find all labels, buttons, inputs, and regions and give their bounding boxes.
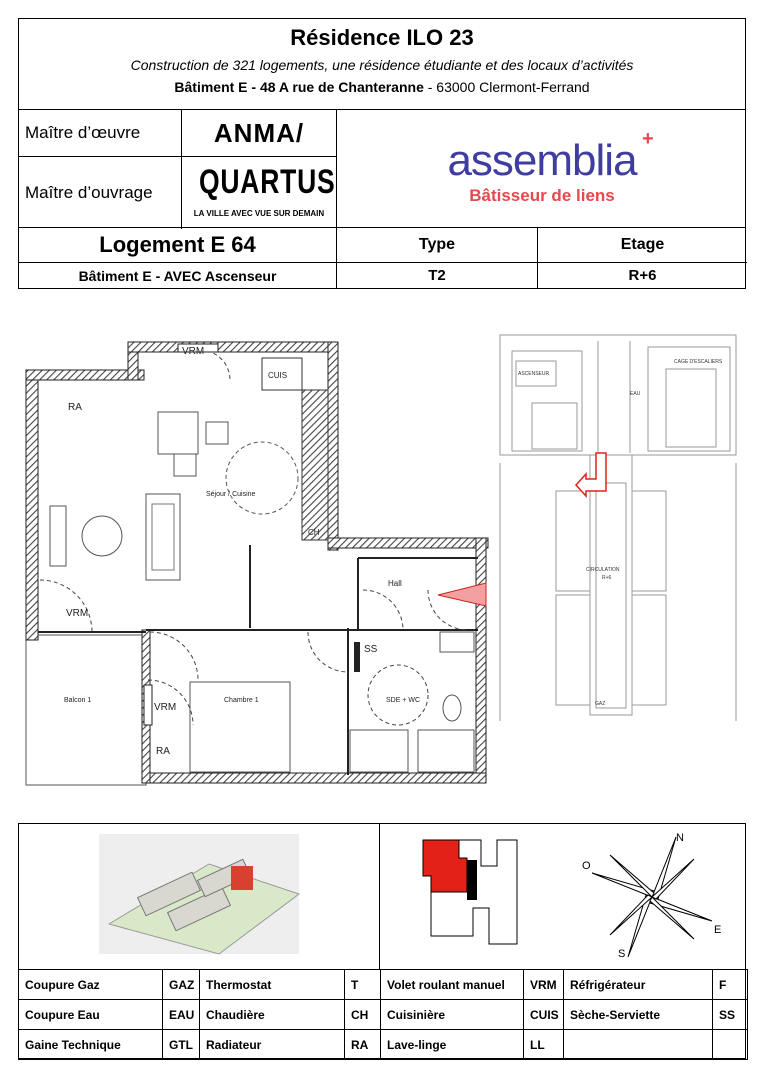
- address-line: [19, 79, 745, 95]
- legend-label: Lave-linge: [381, 1030, 524, 1060]
- compass-o: O: [582, 860, 591, 872]
- radiator-ss: [354, 642, 360, 672]
- quartus-tagline: LA VILLE AVEC VUE SUR DEMAIN: [193, 209, 325, 218]
- dining-set: [158, 412, 298, 514]
- legend-code: GAZ: [163, 970, 200, 1000]
- label-hall: Hall: [388, 579, 402, 588]
- keyplan-escalier: CAGE D'ESCALIERS: [674, 359, 723, 365]
- legend-row: [19, 1030, 748, 1060]
- legend-label: Radiateur: [200, 1030, 345, 1060]
- type-label: Type: [337, 228, 538, 263]
- legend-label: Cuisinière: [381, 1000, 524, 1030]
- brand-name: assemblia: [447, 136, 637, 185]
- label-sejour: Séjour / Cuisine: [206, 491, 256, 498]
- mo-logo: [182, 157, 337, 229]
- label-vrm-top: VRM: [182, 346, 205, 357]
- floor-plan: [18, 330, 493, 790]
- anma-logo-text: ANMA/: [213, 117, 305, 148]
- moe-logo: [182, 110, 337, 157]
- legend-code: F: [713, 970, 748, 1000]
- coffee-table: [82, 516, 122, 556]
- unit-info-box: [18, 227, 746, 289]
- legend-label: Thermostat: [200, 970, 345, 1000]
- legend-code: CH: [345, 1000, 381, 1030]
- address-bold: Bâtiment E - 48 A rue de Chanteranne: [174, 79, 424, 95]
- compass-s: S: [618, 948, 626, 959]
- label-ss: SS: [364, 644, 378, 655]
- bed: [190, 682, 290, 772]
- label-ra-bed: RA: [156, 746, 170, 757]
- bottom-block: [18, 823, 746, 1059]
- legend-row: [19, 1000, 748, 1030]
- keyplan-circulation: CIRCULATION: [586, 567, 620, 573]
- label-vrm-bed: VRM: [154, 702, 177, 713]
- moe-label: Maître d’œuvre: [19, 110, 182, 157]
- legend-code: LL: [524, 1030, 564, 1060]
- compass-n: N: [676, 832, 684, 844]
- label-chambre: Chambre 1: [224, 697, 259, 704]
- keyplan-circ-floor: R+6: [602, 575, 612, 581]
- legend-label: Chaudière: [200, 1000, 345, 1030]
- shower: [350, 730, 408, 772]
- unit-building: Bâtiment E - AVEC Ascenseur: [19, 263, 337, 288]
- washing-machine: [418, 730, 474, 772]
- mo-label: Maître d’ouvrage: [19, 157, 182, 229]
- legend-code: VRM: [524, 970, 564, 1000]
- label-vrm-left: VRM: [66, 608, 89, 619]
- brand-tagline: Bâtisseur de liens: [469, 186, 615, 205]
- credits-box: [18, 109, 746, 228]
- bottom-divider: [379, 824, 380, 969]
- brand-logo: [337, 110, 747, 229]
- legend-code: SS: [713, 1000, 748, 1030]
- label-balcon: Balcon 1: [64, 697, 92, 704]
- legend-label: Volet roulant manuel: [381, 970, 524, 1000]
- tv-unit: [50, 506, 66, 566]
- legend-label: Gaine Technique: [19, 1030, 163, 1060]
- page-subtitle: Construction de 321 logements, une résidence étudiante et des locaux d’activités: [130, 57, 634, 73]
- sofa: [146, 494, 180, 580]
- legend-code: RA: [345, 1030, 381, 1060]
- label-ra-top: RA: [68, 402, 82, 413]
- type-value: T2: [337, 263, 538, 288]
- keyplan-ascenseur: ASCENSEUR: [518, 371, 550, 377]
- aerial-highlight: [231, 866, 253, 890]
- aerial-view-image: [19, 824, 379, 969]
- quartus-logo-text: QUARTUS: [198, 163, 336, 201]
- unit-name: Logement E 64: [19, 228, 337, 263]
- kitchen-counter: [302, 390, 328, 540]
- entrance-arrow: [438, 583, 486, 606]
- label-sde: SDE + WC: [386, 697, 421, 704]
- key-plan: [498, 333, 738, 723]
- toilet: [443, 695, 461, 721]
- building-key-map: [419, 836, 529, 948]
- legend-label: [564, 1030, 713, 1060]
- keyplan-gaz: GAZ: [595, 701, 606, 707]
- legend-code: EAU: [163, 1000, 200, 1030]
- legend-label: Réfrigérateur: [564, 970, 713, 1000]
- legend-label: Sèche-Serviette: [564, 1000, 713, 1030]
- legend-row: [19, 970, 748, 1000]
- washbasin: [440, 632, 474, 652]
- keyplan-eau: EAU: [630, 391, 641, 397]
- legend-code: CUIS: [524, 1000, 564, 1030]
- legend-label: Coupure Eau: [19, 1000, 163, 1030]
- compass-rose: [574, 829, 724, 959]
- legend-table: [18, 969, 747, 1060]
- window-vrm-bed: [144, 685, 152, 725]
- legend-code: T: [345, 970, 381, 1000]
- legend-label: Coupure Gaz: [19, 970, 163, 1000]
- header-box: [18, 18, 746, 110]
- label-ch: CH: [308, 528, 320, 537]
- legend-code: GTL: [163, 1030, 200, 1060]
- sofa-cushion: [152, 504, 174, 570]
- page-title: Résidence ILO 23: [290, 25, 474, 50]
- brand-plus-icon: +: [642, 128, 654, 150]
- floor-value: R+6: [628, 267, 657, 284]
- compass-e: E: [714, 924, 722, 936]
- balcony-area: [26, 635, 146, 785]
- legend-code: [713, 1030, 748, 1060]
- keyplan-route-arrow: [576, 453, 606, 496]
- floor-label: Etage: [538, 228, 747, 263]
- label-cuis: CUIS: [268, 371, 288, 380]
- address-rest: - 63000 Clermont-Ferrand: [423, 79, 590, 95]
